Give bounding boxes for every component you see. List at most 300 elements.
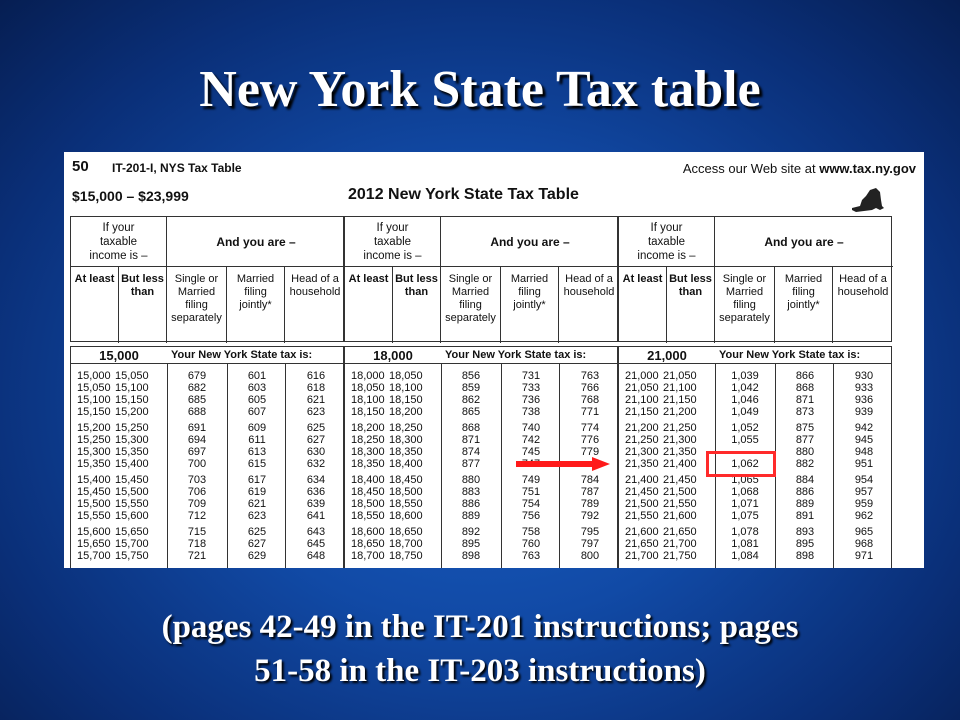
table-cell: 895 — [461, 538, 481, 550]
section-bar — [70, 346, 344, 364]
table-cell: 15,350 — [115, 446, 149, 458]
table-row — [71, 406, 345, 418]
table-row — [345, 422, 619, 434]
table-cell: 886 — [461, 498, 481, 510]
table-cell: 15,400 — [77, 474, 111, 486]
single-header: Single or Married filing separately — [167, 267, 227, 343]
table-cell: 643 — [306, 526, 326, 538]
table-cell: 951 — [854, 458, 874, 470]
table-cell: 703 — [187, 474, 207, 486]
table-cell: 21,650 — [625, 538, 659, 550]
table-cell: 873 — [795, 406, 815, 418]
table-cell: 760 — [521, 538, 541, 550]
table-cell: 776 — [580, 434, 600, 446]
web-url: www.tax.ny.gov — [819, 161, 916, 176]
caption-line-1: (pages 42-49 in the IT-201 instructions; pages — [161, 609, 799, 645]
section-start: 15,000 — [99, 348, 139, 363]
table-row — [345, 406, 619, 418]
table-row — [71, 498, 345, 510]
table-cell: 18,250 — [351, 434, 385, 446]
table-cell: 636 — [306, 486, 326, 498]
table-cell: 18,200 — [389, 406, 423, 418]
table-cell: 15,100 — [115, 382, 149, 394]
table-cell: 21,150 — [625, 406, 659, 418]
table-cell: 15,750 — [115, 550, 149, 562]
table-cell: 939 — [854, 406, 874, 418]
table-cell: 21,450 — [663, 474, 697, 486]
table-cell: 877 — [461, 458, 481, 470]
table-cell: 618 — [306, 382, 326, 394]
table-row — [619, 526, 893, 538]
table-cell: 954 — [854, 474, 874, 486]
table-cell: 18,500 — [389, 486, 423, 498]
table-cell: 884 — [795, 474, 815, 486]
table-cell: 18,650 — [389, 526, 423, 538]
table-cell: 856 — [461, 370, 481, 382]
table-cell: 694 — [187, 434, 207, 446]
table-cell: 712 — [187, 510, 207, 522]
table-cell: 621 — [247, 498, 267, 510]
table-cell: 18,750 — [389, 550, 423, 562]
table-cell: 768 — [580, 394, 600, 406]
table-cell: 18,350 — [351, 458, 385, 470]
table-title: 2012 New York State Tax Table — [348, 186, 579, 203]
table-cell: 18,700 — [389, 538, 423, 550]
table-row — [619, 370, 893, 382]
table-cell: 18,550 — [351, 510, 385, 522]
table-cell: 877 — [795, 434, 815, 446]
table-cell: 1,052 — [731, 422, 759, 434]
table-cell: 15,600 — [77, 526, 111, 538]
table-cell: 889 — [795, 498, 815, 510]
table-cell: 21,600 — [663, 510, 697, 522]
table-panel — [344, 216, 618, 568]
table-cell: 721 — [187, 550, 207, 562]
table-cell: 21,200 — [625, 422, 659, 434]
table-cell: 800 — [580, 550, 600, 562]
table-cell: 15,400 — [115, 458, 149, 470]
column-headers — [70, 216, 344, 342]
table-cell: 15,550 — [77, 510, 111, 522]
red-arrow-icon — [516, 457, 610, 471]
table-cell: 15,700 — [115, 538, 149, 550]
table-cell: 766 — [580, 382, 600, 394]
table-cell: 634 — [306, 474, 326, 486]
table-cell: 733 — [521, 382, 541, 394]
table-cell: 709 — [187, 498, 207, 510]
section-start: 21,000 — [647, 348, 687, 363]
table-cell: 619 — [247, 486, 267, 498]
table-row — [71, 510, 345, 522]
table-row — [619, 538, 893, 550]
table-cell: 774 — [580, 422, 600, 434]
table-cell: 862 — [461, 394, 481, 406]
table-panel — [618, 216, 892, 568]
table-cell: 15,150 — [77, 406, 111, 418]
table-row — [71, 538, 345, 550]
table-cell: 623 — [306, 406, 326, 418]
table-cell: 18,300 — [351, 446, 385, 458]
income-header: If your taxable income is – — [619, 217, 715, 267]
income-header: If your taxable income is – — [345, 217, 441, 267]
table-cell: 740 — [521, 422, 541, 434]
at-least-header: At least — [71, 267, 119, 343]
married-header: Married filing jointly* — [501, 267, 559, 343]
table-cell: 15,450 — [77, 486, 111, 498]
but-less-header: But less than — [667, 267, 715, 343]
table-row — [619, 382, 893, 394]
table-cell: 621 — [306, 394, 326, 406]
table-row — [619, 394, 893, 406]
table-cell: 771 — [580, 406, 600, 418]
table-cell: 18,150 — [351, 406, 385, 418]
table-row — [345, 498, 619, 510]
table-cell: 21,300 — [625, 446, 659, 458]
table-cell: 18,550 — [389, 498, 423, 510]
table-row — [619, 498, 893, 510]
table-cell: 898 — [461, 550, 481, 562]
table-cell: 15,500 — [115, 486, 149, 498]
table-cell: 18,700 — [351, 550, 385, 562]
table-cell: 948 — [854, 446, 874, 458]
table-cell: 605 — [247, 394, 267, 406]
table-cell: 18,350 — [389, 446, 423, 458]
table-cell: 615 — [247, 458, 267, 470]
table-cell: 933 — [854, 382, 874, 394]
table-row — [71, 458, 345, 470]
table-cell: 15,350 — [77, 458, 111, 470]
table-cell: 685 — [187, 394, 207, 406]
caption — [0, 605, 960, 693]
table-cell: 15,650 — [77, 538, 111, 550]
table-cell: 792 — [580, 510, 600, 522]
table-cell: 871 — [795, 394, 815, 406]
table-cell: 21,000 — [625, 370, 659, 382]
table-cell: 15,600 — [115, 510, 149, 522]
table-cell: 942 — [854, 422, 874, 434]
table-cell: 15,000 — [77, 370, 111, 382]
table-row — [71, 382, 345, 394]
table-cell: 21,300 — [663, 434, 697, 446]
table-cell: 965 — [854, 526, 874, 538]
table-cell: 18,200 — [351, 422, 385, 434]
table-cell: 21,600 — [625, 526, 659, 538]
table-cell: 697 — [187, 446, 207, 458]
table-cell: 21,250 — [625, 434, 659, 446]
table-cell: 15,050 — [77, 382, 111, 394]
table-cell: 1,071 — [731, 498, 759, 510]
table-cell: 930 — [854, 370, 874, 382]
table-cell: 706 — [187, 486, 207, 498]
at-least-header: At least — [345, 267, 393, 343]
table-cell: 15,250 — [115, 422, 149, 434]
table-cell: 1,081 — [731, 538, 759, 550]
table-cell: 21,550 — [625, 510, 659, 522]
column-headers — [344, 216, 618, 342]
table-panel — [70, 216, 344, 568]
table-cell: 21,100 — [625, 394, 659, 406]
caption-line-2: 51-58 in the IT-203 instructions) — [254, 653, 706, 689]
table-cell: 15,150 — [115, 394, 149, 406]
income-header: If your taxable income is – — [71, 217, 167, 267]
table-row — [345, 434, 619, 446]
table-cell: 603 — [247, 382, 267, 394]
tax-is-label: Your New York State tax is: — [445, 349, 587, 361]
table-cell: 639 — [306, 498, 326, 510]
table-cell: 21,500 — [663, 486, 697, 498]
table-row — [71, 422, 345, 434]
table-cell: 18,600 — [389, 510, 423, 522]
page-number: 50 — [72, 158, 89, 175]
table-cell: 754 — [521, 498, 541, 510]
table-cell: 21,350 — [625, 458, 659, 470]
table-cell: 968 — [854, 538, 874, 550]
table-cell: 751 — [521, 486, 541, 498]
but-less-header: But less than — [393, 267, 441, 343]
table-cell: 18,400 — [389, 458, 423, 470]
table-row — [619, 510, 893, 522]
table-cell: 1,055 — [731, 434, 759, 446]
table-cell: 875 — [795, 422, 815, 434]
table-cell: 736 — [521, 394, 541, 406]
table-cell: 959 — [854, 498, 874, 510]
table-cell: 21,750 — [663, 550, 697, 562]
table-cell: 892 — [461, 526, 481, 538]
table-cell: 871 — [461, 434, 481, 446]
tax-is-label: Your New York State tax is: — [719, 349, 861, 361]
table-row — [71, 394, 345, 406]
table-cell: 15,100 — [77, 394, 111, 406]
table-row — [345, 550, 619, 562]
tax-table-image — [64, 152, 924, 568]
table-cell: 731 — [521, 370, 541, 382]
table-cell: 889 — [461, 510, 481, 522]
table-cell: 21,500 — [625, 498, 659, 510]
table-cell: 21,250 — [663, 422, 697, 434]
section-bar — [344, 346, 618, 364]
table-cell: 18,100 — [351, 394, 385, 406]
table-cell: 784 — [580, 474, 600, 486]
income-range: $15,000 – $23,999 — [72, 188, 189, 204]
table-cell: 682 — [187, 382, 207, 394]
table-cell: 779 — [580, 446, 600, 458]
table-row — [345, 394, 619, 406]
table-cell: 1,078 — [731, 526, 759, 538]
filing-status-header: And you are – — [167, 217, 345, 267]
table-cell: 18,150 — [389, 394, 423, 406]
table-cell: 632 — [306, 458, 326, 470]
table-cell: 789 — [580, 498, 600, 510]
table-cell: 18,050 — [351, 382, 385, 394]
table-cell: 882 — [795, 458, 815, 470]
table-cell: 718 — [187, 538, 207, 550]
tax-is-label: Your New York State tax is: — [171, 349, 313, 361]
table-cell: 15,200 — [77, 422, 111, 434]
head-header: Head of a household — [289, 273, 341, 298]
table-cell: 688 — [187, 406, 207, 418]
table-row — [345, 526, 619, 538]
filing-status-header: And you are – — [715, 217, 893, 267]
table-cell: 859 — [461, 382, 481, 394]
table-cell: 18,100 — [389, 382, 423, 394]
slide-title: New York State Tax table — [199, 61, 761, 118]
at-least-header: At least — [619, 267, 667, 343]
table-row — [345, 510, 619, 522]
table-cell: 613 — [247, 446, 267, 458]
table-row — [71, 370, 345, 382]
table-cell: 15,550 — [115, 498, 149, 510]
table-cell: 607 — [247, 406, 267, 418]
table-cell: 648 — [306, 550, 326, 562]
table-cell: 891 — [795, 510, 815, 522]
table-cell: 895 — [795, 538, 815, 550]
table-cell: 679 — [187, 370, 207, 382]
table-cell: 797 — [580, 538, 600, 550]
table-row — [71, 486, 345, 498]
form-name: IT-201-I, NYS Tax Table — [112, 161, 242, 175]
but-less-header: But less than — [119, 267, 167, 343]
table-cell: 18,450 — [389, 474, 423, 486]
table-cell: 18,600 — [351, 526, 385, 538]
table-cell: 15,200 — [115, 406, 149, 418]
table-cell: 630 — [306, 446, 326, 458]
table-cell: 700 — [187, 458, 207, 470]
table-cell: 641 — [306, 510, 326, 522]
married-header: Married filing jointly* — [775, 267, 833, 343]
table-row — [71, 474, 345, 486]
table-cell: 749 — [521, 474, 541, 486]
table-cell: 21,400 — [625, 474, 659, 486]
table-cell: 756 — [521, 510, 541, 522]
table-row — [619, 434, 893, 446]
table-row — [619, 406, 893, 418]
table-cell: 1,046 — [731, 394, 759, 406]
table-cell: 21,400 — [663, 458, 697, 470]
table-row — [345, 382, 619, 394]
table-cell: 616 — [306, 370, 326, 382]
table-cell: 21,350 — [663, 446, 697, 458]
table-cell: 21,150 — [663, 394, 697, 406]
table-cell: 742 — [521, 434, 541, 446]
table-cell: 1,075 — [731, 510, 759, 522]
table-cell: 866 — [795, 370, 815, 382]
table-cell: 15,450 — [115, 474, 149, 486]
table-cell: 945 — [854, 434, 874, 446]
table-cell: 971 — [854, 550, 874, 562]
table-cell: 623 — [247, 510, 267, 522]
table-cell: 21,100 — [663, 382, 697, 394]
table-cell: 962 — [854, 510, 874, 522]
table-cell: 15,500 — [77, 498, 111, 510]
table-cell: 625 — [306, 422, 326, 434]
table-cell: 611 — [248, 434, 266, 446]
table-cell: 617 — [247, 474, 267, 486]
table-cell: 1,084 — [731, 550, 759, 562]
table-row — [71, 526, 345, 538]
table-cell: 15,300 — [77, 446, 111, 458]
table-cell: 21,200 — [663, 406, 697, 418]
head-header: Head of a household — [837, 273, 889, 298]
table-cell: 745 — [521, 446, 541, 458]
table-cell: 21,050 — [625, 382, 659, 394]
table-cell: 18,400 — [351, 474, 385, 486]
table-cell: 15,300 — [115, 434, 149, 446]
table-cell: 880 — [795, 446, 815, 458]
column-headers — [618, 216, 892, 342]
web-site-note — [683, 161, 916, 176]
table-cell: 886 — [795, 486, 815, 498]
table-cell: 21,700 — [663, 538, 697, 550]
table-cell: 15,250 — [77, 434, 111, 446]
table-cell: 15,650 — [115, 526, 149, 538]
table-row — [71, 550, 345, 562]
table-cell: 898 — [795, 550, 815, 562]
table-cell: 609 — [247, 422, 267, 434]
table-cell: 880 — [461, 474, 481, 486]
table-cell: 868 — [461, 422, 481, 434]
table-row — [619, 550, 893, 562]
table-cell: 18,450 — [351, 486, 385, 498]
table-row — [71, 446, 345, 458]
table-cell: 21,550 — [663, 498, 697, 510]
table-cell: 763 — [580, 370, 600, 382]
table-cell: 883 — [461, 486, 481, 498]
table-row — [345, 538, 619, 550]
table-cell: 1,062 — [731, 458, 759, 470]
table-cell: 18,000 — [351, 370, 385, 382]
table-cell: 625 — [247, 526, 267, 538]
table-row — [71, 434, 345, 446]
table-cell: 874 — [461, 446, 481, 458]
table-cell: 18,500 — [351, 498, 385, 510]
table-cell: 18,650 — [351, 538, 385, 550]
section-start: 18,000 — [373, 348, 413, 363]
table-cell: 627 — [247, 538, 267, 550]
new-york-state-map-icon — [846, 186, 886, 214]
table-cell: 18,300 — [389, 434, 423, 446]
filing-status-header: And you are – — [441, 217, 619, 267]
table-cell: 691 — [187, 422, 207, 434]
table-row — [619, 422, 893, 434]
married-header: Married filing jointly* — [227, 267, 285, 343]
table-cell: 868 — [795, 382, 815, 394]
table-cell: 893 — [795, 526, 815, 538]
table-body — [70, 364, 344, 568]
table-cell: 957 — [854, 486, 874, 498]
table-cell: 763 — [521, 550, 541, 562]
section-bar — [618, 346, 892, 364]
table-cell: 21,650 — [663, 526, 697, 538]
table-cell: 787 — [580, 486, 600, 498]
table-title-line — [72, 188, 916, 210]
highlight-box — [706, 451, 776, 477]
table-cell: 21,700 — [625, 550, 659, 562]
table-cell: 1,042 — [731, 382, 759, 394]
table-cell: 21,450 — [625, 486, 659, 498]
head-header: Head of a household — [563, 273, 615, 298]
table-cell: 936 — [854, 394, 874, 406]
table-header-line — [72, 158, 916, 180]
table-cell: 865 — [461, 406, 481, 418]
table-cell: 645 — [306, 538, 326, 550]
table-row — [345, 474, 619, 486]
table-row — [345, 486, 619, 498]
table-cell: 15,050 — [115, 370, 149, 382]
table-cell: 18,250 — [389, 422, 423, 434]
table-cell: 21,050 — [663, 370, 697, 382]
table-cell: 629 — [247, 550, 267, 562]
single-header: Single or Married filing separately — [715, 267, 775, 343]
